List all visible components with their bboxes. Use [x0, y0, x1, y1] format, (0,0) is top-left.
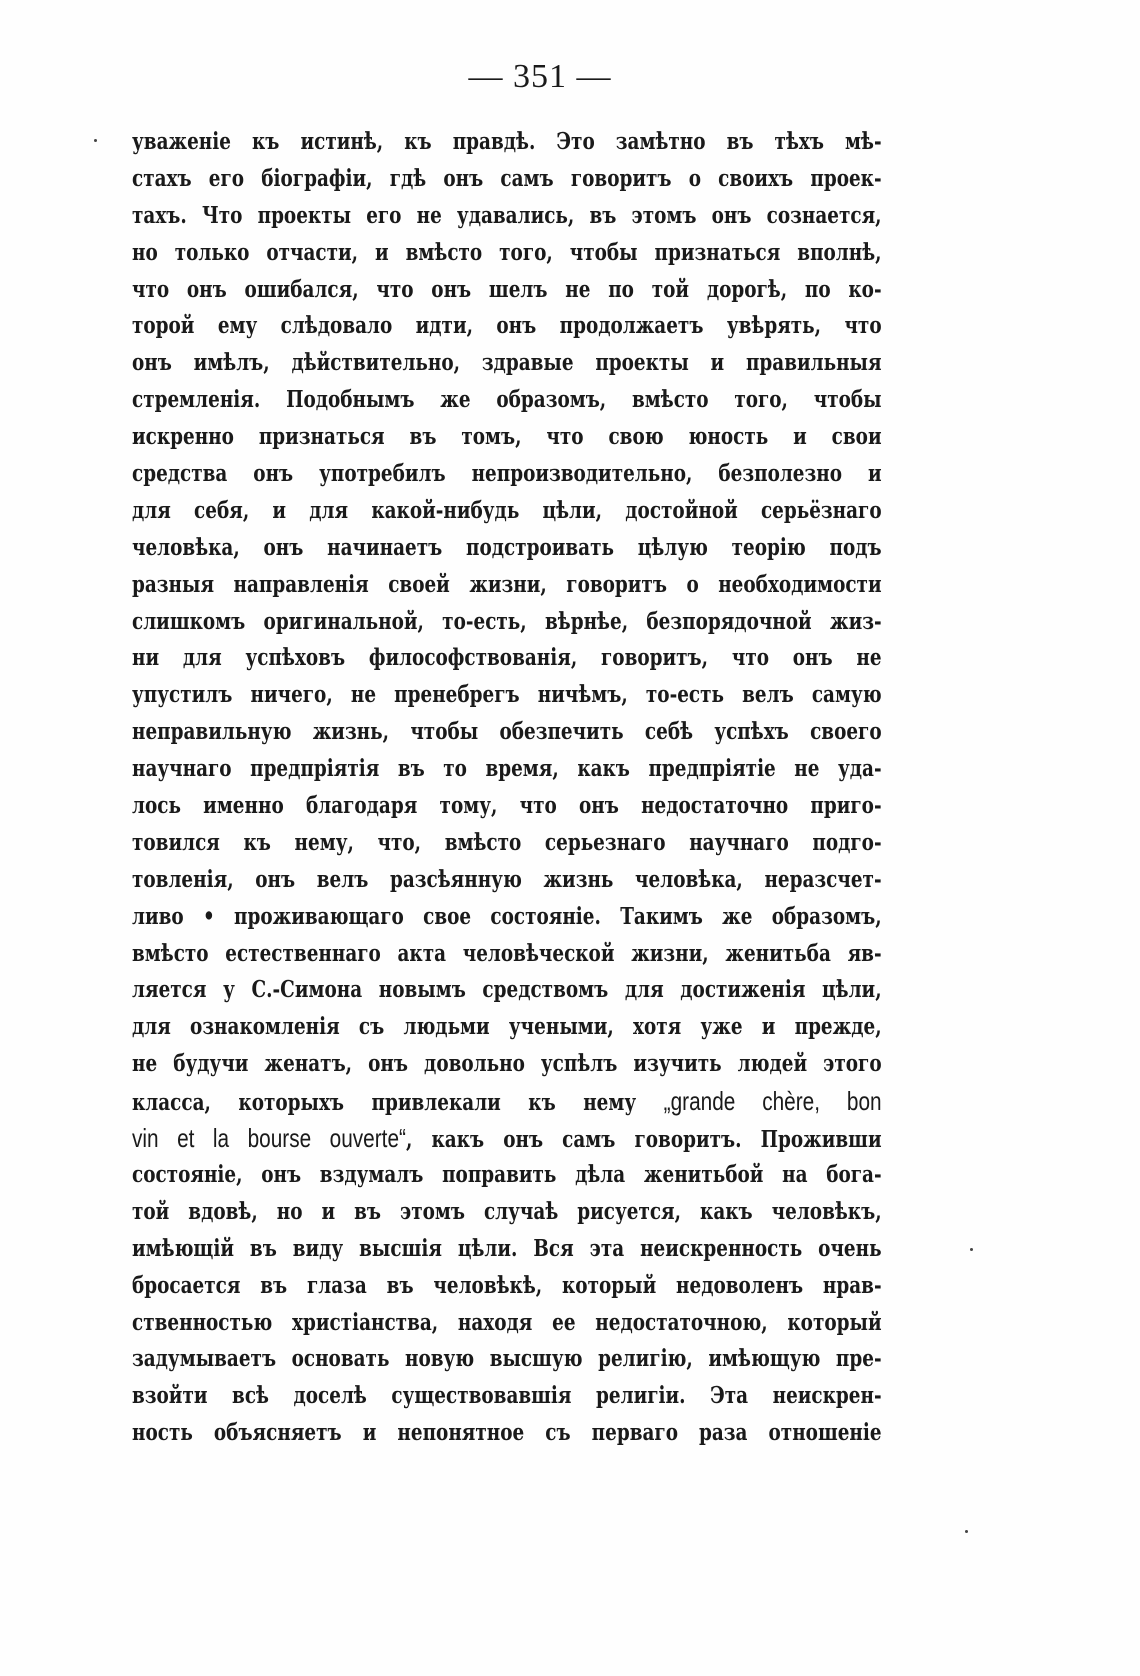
scan-speck: [965, 1530, 968, 1533]
french-quote-part-1: „grande chère, bon: [663, 1086, 882, 1117]
text-line-quote-start: [132, 1083, 882, 1120]
text-line: ляется у С.-Симона новымъ средствомъ для достиженія цѣли,: [132, 976, 882, 1004]
text-line: слишкомъ оригинальной, то-есть, вѣрнѣе, безпорядочной жиз-: [132, 607, 882, 635]
text-line: ственностью христіанства, находя ее недостаточною, который: [132, 1308, 882, 1336]
body-text: [132, 124, 882, 1452]
text-line: онъ имѣлъ, дѣйствительно, здравые проекты и правильныя: [132, 349, 882, 377]
text-line: но только отчасти, и вмѣсто того, чтобы признаться вполнѣ,: [132, 238, 882, 266]
text-line: товился къ нему, что, вмѣсто серьезнаго научнаго подго-: [132, 828, 882, 856]
page-number: — 351 —: [468, 58, 612, 95]
text-line: состояніе, онъ вздумалъ поправить дѣла женитьбой на бога-: [132, 1160, 882, 1188]
text-line: неправильную жизнь, чтобы обезпечить себѣ успѣхъ своего: [132, 718, 882, 746]
text-line-quote-end: [132, 1120, 882, 1157]
french-quote-part-2: vin et la bourse ouverte“: [132, 1123, 406, 1154]
text-line: тахъ. Что проекты его не удавались, въ этомъ онъ сознается,: [132, 201, 882, 229]
text-line: для себя, и для какой-нибудь цѣли, достойной серьёзнаго: [132, 496, 882, 524]
text-line: бросается въ глаза въ человѣкѣ, который недоволенъ нрав-: [132, 1271, 882, 1299]
text-line: стремленія. Подобнымъ же образомъ, вмѣсто того, чтобы: [132, 386, 882, 414]
text-line: торой ему слѣдовало идти, онъ продолжаетъ увѣрять, что: [132, 312, 882, 340]
text-line: искренно признаться въ томъ, что свою юность и свои: [132, 423, 882, 451]
text-line: той вдовѣ, но и въ этомъ случаѣ рисуется, какъ человѣкъ,: [132, 1197, 882, 1225]
text-line: научнаго предпріятія въ то время, какъ предпріятіе не уда-: [132, 755, 882, 783]
text-line: не будучи женатъ, онъ довольно успѣлъ изучить людей этого: [132, 1050, 882, 1078]
text-line: разныя направленія своей жизни, говоритъ о необходимости: [132, 570, 882, 598]
text-line: уваженіе къ истинѣ, къ правдѣ. Это замѣтно въ тѣхъ мѣ-: [132, 128, 882, 155]
text-line: вмѣсто естественнаго акта человѣческой жизни, женитьба яв-: [132, 939, 882, 967]
text-line: ливо • проживающаго свое состояніе. Такимъ же образомъ,: [132, 902, 882, 930]
text-line: человѣка, онъ начинаетъ подстроивать цѣлую теорію подъ: [132, 533, 882, 561]
scan-speck: [94, 139, 97, 142]
text-line: ность объясняетъ и непонятное съ перваго раза отношеніе: [132, 1419, 882, 1447]
text-line: задумываетъ основать новую высшую религію, имѣющую пре-: [132, 1345, 882, 1373]
text-line-prefix: класса, которыхъ привлекали къ нему: [132, 1089, 664, 1117]
text-line: средства онъ употребилъ непроизводительно, безполезно и: [132, 460, 882, 488]
text-line: лось именно благодаря тому, что онъ недостаточно приго-: [132, 792, 882, 820]
text-line: для ознакомленія съ людьми учеными, хотя уже и прежде,: [132, 1013, 882, 1041]
text-line: взойти всѣ доселѣ существовавшія религіи. Эта неискрен-: [132, 1382, 882, 1410]
scan-speck: [970, 1248, 973, 1251]
text-line: имѣющій въ виду высшія цѣли. Вся эта неискренность очень: [132, 1234, 882, 1262]
text-line: упустилъ ничего, не пренебрегъ ничѣмъ, то-есть велъ самую: [132, 681, 882, 709]
text-line: товленія, онъ велъ разсѣянную жизнь человѣка, неразсчет-: [132, 865, 882, 893]
text-line: ни для успѣховъ философствованія, говоритъ, что онъ не: [132, 644, 882, 672]
text-line: что онъ ошибался, что онъ шелъ не по той дорогѣ, по ко-: [132, 275, 882, 303]
text-line: стахъ его біографіи, гдѣ онъ самъ говоритъ о своихъ проек-: [132, 164, 882, 192]
text-line-suffix: , какъ онъ самъ говоритъ. Проживши: [405, 1126, 882, 1154]
